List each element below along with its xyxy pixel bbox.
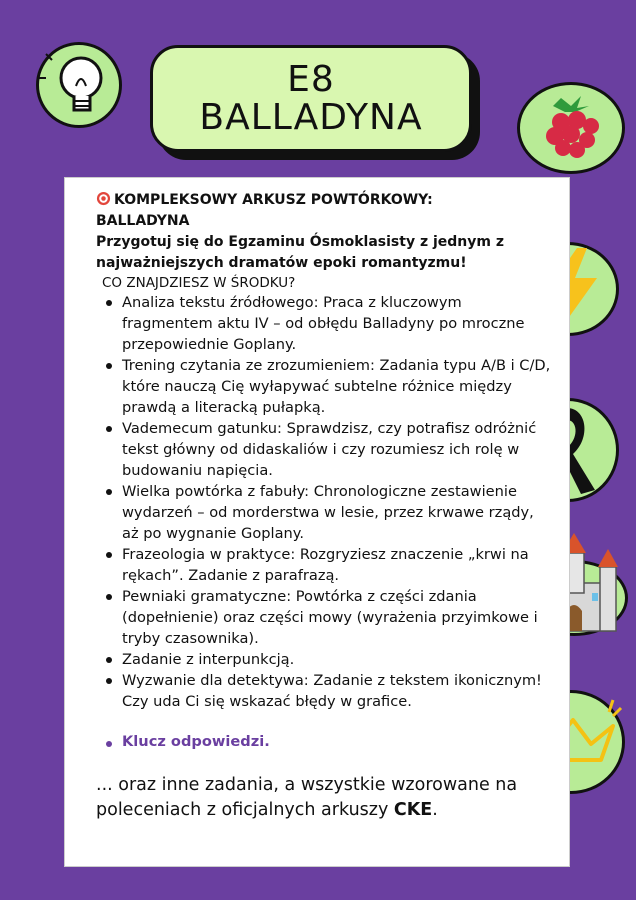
- footer-note: [96, 773, 536, 823]
- title-name: BALLADYNA: [199, 96, 423, 138]
- lightbulb-badge: [36, 42, 122, 128]
- heading-subtitle: Przygotuj się do Egzaminu Ósmoklasisty z jednym z najważniejszych dramatów epoki romantyzmu!: [96, 234, 504, 271]
- list-item: Pewniaki gramatyczne: Powtórka z części zdania (dopełnienie) oraz części mowy (wyrażenia przyimkowe i tryby czasownika).: [122, 586, 552, 649]
- sheet-heading: [96, 190, 526, 274]
- section-label: CO ZNAJDZIESZ W ŚRODKU?: [102, 275, 296, 291]
- list-item: Analiza tekstu źródłowego: Praca z kluczowym fragmentem aktu IV – od obłędu Balladyny po mroczne przepowiednie Goplany.: [122, 292, 552, 355]
- list-item: Wielka powtórka z fabuły: Chronologiczne zestawienie wydarzeń – od morderstwa w lesie, przez krwawe rządy, aż po wygnanie Goplany.: [122, 481, 552, 544]
- raspberry-badge: [517, 82, 625, 174]
- list-item: Wyzwanie dla detektywa: Zadanie z tekstem ikonicznym! Czy uda Ci się wskazać błędy w grafice.: [122, 670, 552, 712]
- footer-text: ... oraz inne zadania, a wszystkie wzorowane na poleceniach z oficjalnych arkuszy: [96, 775, 518, 820]
- answer-key-item: Klucz odpowiedzi.: [122, 733, 270, 750]
- key-bullet: [106, 741, 112, 747]
- title-box: [150, 45, 472, 152]
- list-item: Trening czytania ze zrozumieniem: Zadania typu A/B i C/D, które nauczą Cię wyłapywać subtelne różnice między prawdą a literacką pułapką.: [122, 357, 551, 416]
- bullseye-icon: [96, 191, 111, 206]
- list-item: Vademecum gatunku: Sprawdzisz, czy potrafisz odróżnić tekst główny od didaskaliów i czy rozumiesz ich rolę w budowaniu napięcia.: [122, 418, 552, 481]
- raspberry-icon: [517, 82, 625, 174]
- heading-title: KOMPLEKSOWY ARKUSZ POWTÓRKOWY: BALLADYNA: [96, 192, 433, 229]
- footer-end: .: [432, 800, 438, 820]
- content-list: [96, 292, 552, 712]
- list-item: Zadanie z interpunkcją.: [122, 649, 552, 670]
- list-item: Frazeologia w praktyce: Rozgryziesz znaczenie „krwi na rękach”. Zadanie z parafrazą.: [122, 544, 552, 586]
- footer-bold: CKE: [393, 800, 433, 820]
- lightbulb-icon: [36, 42, 122, 128]
- title-code: E8: [287, 58, 335, 100]
